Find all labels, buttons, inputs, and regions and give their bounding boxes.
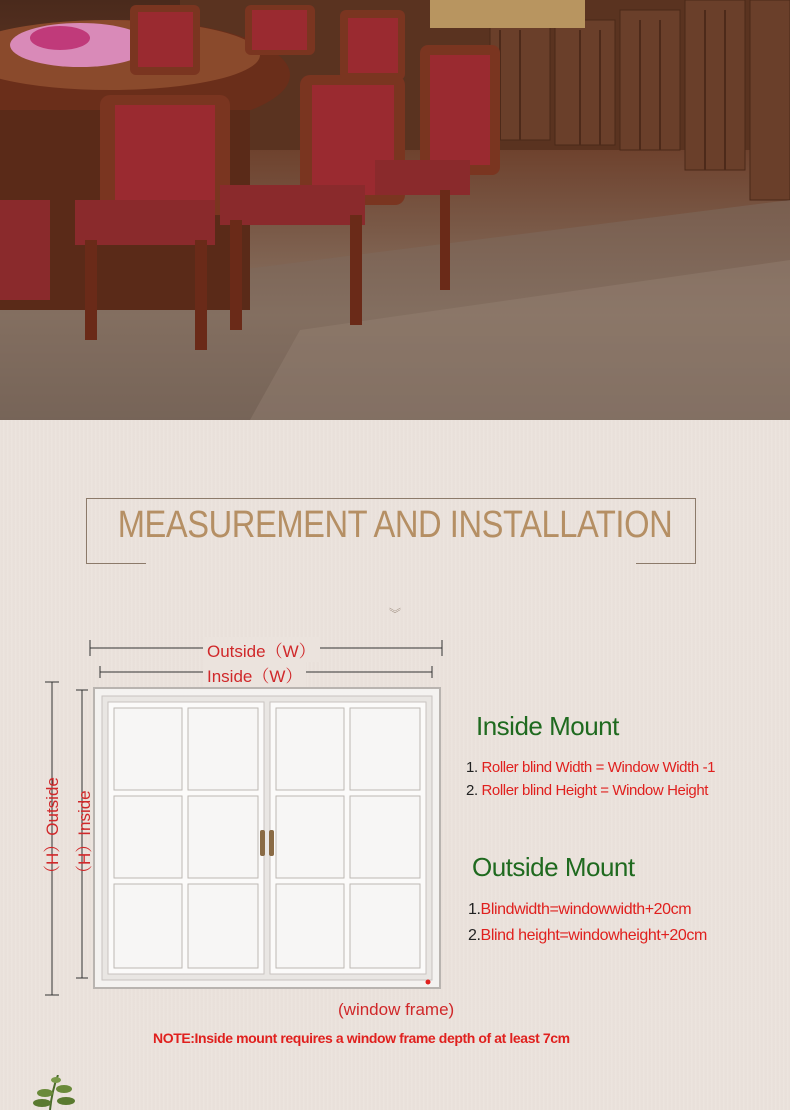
installation-note: NOTE:Inside mount requires a window frame depth of at least 7cm (153, 1030, 570, 1046)
chevron-down-icon: ︾ (389, 607, 402, 621)
inside-mount-heading: Inside Mount (476, 711, 619, 741)
inside-width-label: Inside（W） (203, 662, 306, 687)
dining-room-photo (0, 0, 790, 420)
item-number: 1. (466, 759, 478, 776)
item-text: Blindwidth=windowwidth+20cm (480, 901, 692, 918)
item-number: 1. (468, 901, 481, 918)
item-number: 2. (468, 927, 481, 944)
item-text: Blind height=windowheight+20cm (480, 927, 707, 944)
page-title: MEASUREMENT AND INSTALLATION (117, 504, 673, 546)
inside-mount-item-1 (466, 759, 715, 776)
window-diagram (0, 630, 460, 1010)
item-number: 2. (466, 782, 478, 799)
item-text: Roller blind Height = Window Height (481, 782, 709, 799)
outside-height-label: （H）Outside (43, 777, 62, 882)
outside-mount-item-1 (468, 901, 691, 919)
window-frame-label: (window frame) (338, 1000, 455, 1019)
outside-mount-item-2 (468, 927, 707, 945)
inside-height-label: （H）Inside (75, 790, 94, 882)
inside-mount-item-2 (466, 782, 708, 799)
outside-mount-heading: Outside Mount (472, 852, 635, 882)
plant-decoration (20, 1075, 90, 1110)
item-text: Roller blind Width = Window Width -1 (481, 759, 716, 776)
outside-width-label: Outside（W） (203, 637, 320, 662)
